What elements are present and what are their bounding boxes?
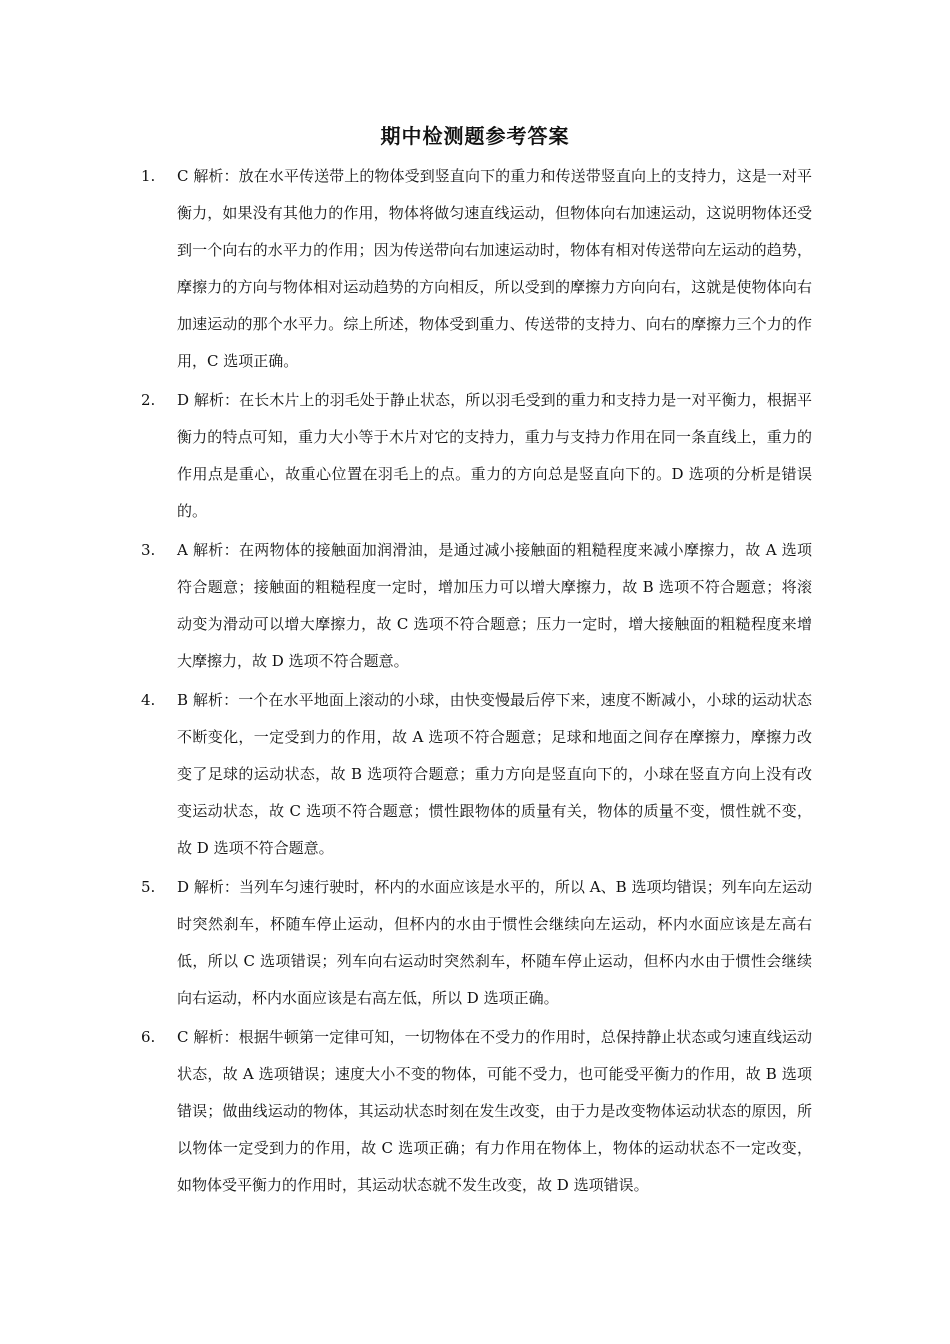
answer-item-3 <box>0 532 950 680</box>
answer-item-6 <box>0 1019 950 1204</box>
answer-item-4 <box>0 682 950 867</box>
answer-item-5 <box>0 869 950 1017</box>
answer-number: 6. <box>141 1028 156 1046</box>
answer-number: 2. <box>141 391 156 409</box>
answer-number: 4. <box>141 691 156 709</box>
answer-item-2 <box>0 382 950 530</box>
page-title: 期中检测题参考答案 <box>380 124 570 148</box>
answer-text: D 解析：在长木片上的羽毛处于静止状态，所以羽毛受到的重力和支持力是一对平衡力，根据平衡力的特点可知，重力大小等于木片对它的支持力，重力与支持力作用在同一条直线上，重力的作用点是重心，故重心位置在羽毛上的点。重力的方向总是竖直向下的。D 选项的分析是错误的。 <box>177 391 812 520</box>
answer-list <box>0 158 950 1206</box>
answer-number: 5. <box>141 878 156 896</box>
answer-text: D 解析：当列车匀速行驶时，杯内的水面应该是水平的，所以 A、B 选项均错误；列车向左运动时突然刹车，杯随车停止运动，但杯内的水由于惯性会继续向左运动，杯内水面应该是左高右低，所以 C 选项错误；列车向右运动时突然刹车，杯随车停止运动，但杯内水由于惯性会继续向右运动，杯内水面应该是右高左低，所以 D 选项正确。 <box>177 878 812 1007</box>
answer-item-1 <box>0 158 950 380</box>
answer-text: C 解析：根据牛顿第一定律可知，一切物体在不受力的作用时，总保持静止状态或匀速直线运动状态，故 A 选项错误；速度大小不变的物体，可能不受力，也可能受平衡力的作用，故 B 选项错误；做曲线运动的物体，其运动状态时刻在发生改变，由于力是改变物体运动状态的原因，所以物体一定受到力的作用，故 C 选项正确；有力作用在物体上，物体的运动状态不一定改变，如物体受平衡力的作用时，其运动状态就不发生改变，故 D 选项错误。 <box>177 1028 812 1194</box>
answer-number: 1. <box>141 167 156 185</box>
answer-text: A 解析：在两物体的接触面加润滑油，是通过减小接触面的粗糙程度来减小摩擦力，故 A 选项符合题意；接触面的粗糙程度一定时，增加压力可以增大摩擦力，故 B 选项不符合题意；将滚动变为滑动可以增大摩擦力，故 C 选项不符合题意；压力一定时，增大接触面的粗糙程度来增大摩擦力，故 D 选项不符合题意。 <box>177 541 812 670</box>
answer-number: 3. <box>141 541 156 559</box>
answer-text: C 解析：放在水平传送带上的物体受到竖直向下的重力和传送带竖直向上的支持力，这是一对平衡力，如果没有其他力的作用，物体将做匀速直线运动，但物体向右加速运动，这说明物体还受到一个向右的水平力的作用；因为传送带向右加速运动时，物体有相对传送带向左运动的趋势，摩擦力的方向与物体相对运动趋势的方向相反，所以受到的摩擦力方向向右，这就是使物体向右加速运动的那个水平力。综上所述，物体受到重力、传送带的支持力、向右的摩擦力三个力的作用，C 选项正确。 <box>177 167 812 370</box>
answer-text: B 解析：一个在水平地面上滚动的小球，由快变慢最后停下来，速度不断减小，小球的运动状态不断变化，一定受到力的作用，故 A 选项不符合题意；足球和地面之间存在摩擦力，摩擦力改变了足球的运动状态，故 B 选项符合题意；重力方向是竖直向下的，小球在竖直方向上没有改变运动状态，故 C 选项不符合题意；惯性跟物体的质量有关，物体的质量不变，惯性就不变，故 D 选项不符合题意。 <box>177 691 812 857</box>
